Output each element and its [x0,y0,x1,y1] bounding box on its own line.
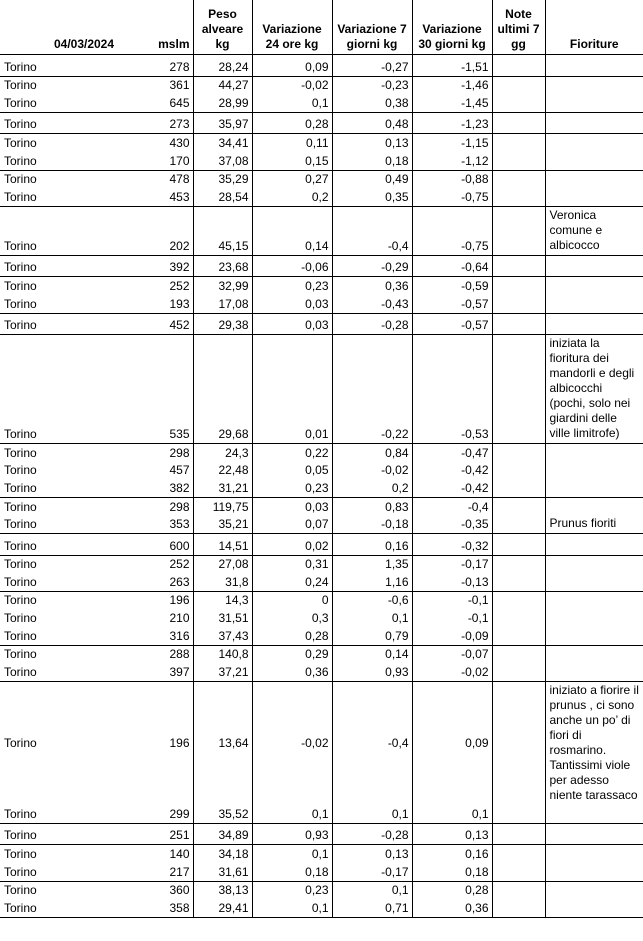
mslm-cell[interactable]: 210 [150,609,193,627]
mslm-cell[interactable]: 170 [150,152,193,170]
mslm-cell[interactable]: 397 [150,663,193,681]
header-var24[interactable]: Variazione 24 ore kg [252,0,332,55]
city-cell[interactable]: Torino [0,112,150,134]
peso-cell[interactable]: 44,27 [193,76,252,94]
var30-cell[interactable]: 0,09 [412,681,492,752]
city-cell[interactable]: Torino [0,94,150,112]
city-cell[interactable]: Torino [4,499,37,514]
fioriture-cell[interactable] [545,881,643,917]
var7-cell[interactable]: -0,4 [332,206,412,255]
mslm-cell[interactable]: 361 [150,76,193,94]
var30-cell[interactable]: -0,32 [412,534,492,556]
var30-cell[interactable]: -1,51 [412,55,492,77]
city-cell[interactable]: Torino [4,172,37,187]
city-cell[interactable]: Torino [0,627,150,645]
note-cell[interactable] [492,76,545,112]
city-cell[interactable]: Torino [0,479,150,497]
city-cell[interactable]: Torino [0,823,150,845]
var7-cell[interactable]: -0,28 [332,313,412,335]
note-cell[interactable] [492,681,545,823]
mslm-cell[interactable]: 217 [150,863,193,881]
fioriture-cell[interactable] [545,55,643,77]
var7-cell[interactable]: 0,79 [332,627,412,645]
note-cell[interactable] [492,444,545,498]
mslm-cell[interactable]: 430 [150,134,193,152]
var7-cell[interactable]: 0,13 [332,134,412,152]
mslm-cell[interactable]: 535 [150,335,193,444]
mslm-cell[interactable]: 299 [150,752,193,823]
city-cell[interactable]: Torino [0,55,150,77]
var30-cell[interactable]: 0,16 [412,845,492,863]
table-row [0,335,643,444]
var30-cell[interactable]: -0,47 [412,444,492,462]
mslm-cell[interactable]: 140 [150,845,193,863]
var7-cell[interactable]: 0,38 [332,94,412,112]
mslm-cell[interactable]: 600 [150,534,193,556]
city-cell[interactable]: Torino [4,883,37,898]
var30-cell[interactable]: -0,35 [412,516,492,534]
var24-cell[interactable]: 0,11 [252,134,332,152]
fioriture-cell[interactable] [545,555,643,591]
city-cell[interactable]: Torino [4,647,37,662]
var7-cell[interactable]: -0,18 [332,516,412,534]
mslm-cell[interactable]: 478 [150,170,193,188]
peso-cell[interactable]: 140,8 [193,645,252,663]
city-cell[interactable]: Torino [0,534,150,556]
note-cell[interactable] [492,534,545,556]
table-row [0,277,643,295]
var30-cell[interactable]: -0,57 [412,313,492,335]
var7-cell[interactable]: 0,1 [332,881,412,899]
mslm-cell[interactable]: 316 [150,627,193,645]
peso-cell[interactable]: 29,41 [193,899,252,917]
var24-cell[interactable]: -0,02 [252,681,332,752]
city-cell[interactable]: Torino [0,516,150,534]
var24-cell[interactable]: 0,28 [252,627,332,645]
table-row [0,206,643,255]
mslm-cell[interactable]: 392 [150,255,193,277]
var24-cell[interactable]: 0,15 [252,152,332,170]
peso-cell[interactable]: 35,21 [193,516,252,534]
table-row [0,881,643,899]
var7-cell[interactable]: -0,28 [332,823,412,845]
city-cell[interactable]: Torino [0,335,150,444]
var7-cell[interactable]: 0,13 [332,845,412,863]
var30-cell[interactable]: -0,59 [412,277,492,295]
mslm-cell[interactable]: 273 [150,112,193,134]
var24-cell[interactable]: 0,29 [252,645,332,663]
mslm-cell[interactable]: 298 [150,497,193,515]
var24-cell[interactable]: 0,36 [252,663,332,681]
table-row [0,112,643,134]
var7-cell[interactable]: 0,36 [332,277,412,295]
var7-cell[interactable]: 0,18 [332,152,412,170]
peso-cell[interactable]: 31,8 [193,573,252,591]
city-cell[interactable]: Torino [0,188,150,206]
note-cell[interactable] [492,55,545,77]
peso-cell[interactable]: 23,68 [193,255,252,277]
city-cell[interactable]: Torino [0,863,150,881]
peso-cell[interactable]: 31,51 [193,609,252,627]
header-var7[interactable]: Variazione 7 giorni kg [332,0,412,55]
city-cell[interactable]: Torino [4,445,37,460]
note-cell[interactable] [492,823,545,845]
var30-cell[interactable]: -0,64 [412,255,492,277]
var24-cell[interactable]: 0,2 [252,188,332,206]
table-row [0,534,643,556]
var24-cell[interactable]: 0,93 [252,823,332,845]
city-cell[interactable]: Torino [0,313,150,335]
mslm-cell[interactable]: 251 [150,823,193,845]
fioriture-cell[interactable] [545,255,643,277]
var30-cell[interactable]: -0,1 [412,591,492,609]
var24-cell[interactable]: 0,31 [252,555,332,573]
header-row [0,0,643,55]
var30-cell[interactable]: -1,45 [412,94,492,112]
table-row [0,170,643,188]
fioriture-cell[interactable] [545,534,643,556]
var7-cell[interactable]: 1,16 [332,573,412,591]
var30-cell[interactable]: -1,23 [412,112,492,134]
var30-cell[interactable]: -0,57 [412,295,492,313]
var7-cell[interactable]: 0,93 [332,663,412,681]
fioriture-cell[interactable] [545,112,643,134]
fioriture-cell[interactable]: Veronica comune e albicocco [545,206,643,255]
var7-cell[interactable]: 0,84 [332,444,412,462]
var7-cell[interactable]: -0,4 [332,681,412,752]
fioriture-cell[interactable] [545,823,643,845]
fioriture-cell[interactable] [545,591,643,645]
var24-cell[interactable]: -0,06 [252,255,332,277]
var24-cell[interactable]: 0,27 [252,170,332,188]
header-fioriture[interactable]: Fioriture [545,0,643,55]
city-cell[interactable]: Torino [0,752,150,823]
var30-cell[interactable]: 0,18 [412,863,492,881]
city-cell[interactable]: Torino [0,255,150,277]
header-peso[interactable]: Peso alveare kg [193,0,252,55]
peso-cell[interactable]: 17,08 [193,295,252,313]
fioriture-cell[interactable] [545,845,643,881]
note-cell[interactable] [492,170,545,206]
city-cell[interactable]: Torino [4,135,37,150]
var30-cell[interactable]: -0,17 [412,555,492,573]
city-cell[interactable]: Torino [4,463,37,478]
var30-cell[interactable]: -0,1 [412,609,492,627]
table-row [0,444,643,462]
peso-cell[interactable]: 29,38 [193,313,252,335]
var24-cell[interactable]: 0,02 [252,534,332,556]
var24-cell[interactable]: 0,05 [252,462,332,480]
table-row [0,255,643,277]
var30-cell[interactable]: -0,42 [412,462,492,480]
city-cell[interactable]: Torino [4,278,37,293]
var24-cell[interactable]: 0,1 [252,94,332,112]
peso-cell[interactable]: 28,54 [193,188,252,206]
fioriture-cell[interactable] [545,313,643,335]
var30-cell[interactable]: 0,1 [412,752,492,823]
note-cell[interactable] [492,497,545,533]
mslm-cell[interactable]: 358 [150,899,193,917]
var30-cell[interactable]: 0,36 [412,899,492,917]
var30-cell[interactable]: -1,15 [412,134,492,152]
var24-cell[interactable]: 0,24 [252,573,332,591]
var7-cell[interactable]: -0,43 [332,295,412,313]
var30-cell[interactable]: -0,75 [412,206,492,255]
var24-cell[interactable]: 0,03 [252,497,332,515]
mslm-cell[interactable]: 193 [150,295,193,313]
header-mslm[interactable]: mslm [150,0,193,55]
peso-cell[interactable]: 29,68 [193,335,252,444]
city-cell[interactable]: Torino [4,78,37,93]
note-cell[interactable] [492,206,545,255]
var7-cell[interactable]: 0,1 [332,752,412,823]
mslm-cell[interactable]: 252 [150,555,193,573]
var7-cell[interactable]: -0,17 [332,863,412,881]
peso-cell[interactable]: 38,13 [193,881,252,899]
note-cell[interactable] [492,313,545,335]
var7-cell[interactable]: 0,71 [332,899,412,917]
mslm-cell[interactable]: 252 [150,277,193,295]
note-cell[interactable] [492,134,545,170]
mslm-cell[interactable]: 360 [150,881,193,899]
peso-cell[interactable]: 24,3 [193,444,252,462]
mslm-cell[interactable]: 298 [150,444,193,462]
note-cell[interactable] [492,591,545,645]
var24-cell[interactable]: 0,1 [252,752,332,823]
table-row [0,591,643,609]
table-row [0,845,643,863]
var30-cell[interactable]: 0,28 [412,881,492,899]
mslm-cell[interactable]: 452 [150,313,193,335]
var24-cell[interactable]: 0,03 [252,295,332,313]
peso-cell[interactable]: 37,21 [193,663,252,681]
var30-cell[interactable]: -0,42 [412,479,492,497]
var24-cell[interactable]: 0,28 [252,112,332,134]
peso-cell[interactable]: 31,61 [193,863,252,881]
peso-cell[interactable]: 27,08 [193,555,252,573]
peso-cell[interactable]: 35,52 [193,752,252,823]
var30-cell[interactable]: -0,13 [412,573,492,591]
fioriture-cell[interactable] [545,134,643,170]
var7-cell[interactable]: 0,35 [332,188,412,206]
peso-cell[interactable]: 37,08 [193,152,252,170]
city-cell[interactable]: Torino [0,295,150,313]
peso-cell[interactable]: 32,99 [193,277,252,295]
city-cell[interactable]: Torino [0,899,150,917]
mslm-cell[interactable]: 196 [150,681,193,752]
var7-cell[interactable]: -0,29 [332,255,412,277]
var24-cell[interactable]: 0,01 [252,335,332,444]
var30-cell[interactable]: -0,88 [412,170,492,188]
var24-cell[interactable]: 0,23 [252,881,332,899]
peso-cell[interactable]: 31,21 [193,479,252,497]
var7-cell[interactable]: 0,14 [332,645,412,663]
var7-cell[interactable]: -0,27 [332,55,412,77]
header-note[interactable]: Note ultimi 7 gg [492,0,545,55]
table-row [0,555,643,573]
mslm-cell[interactable]: 202 [150,206,193,255]
var24-cell[interactable]: 0,14 [252,206,332,255]
mslm-cell[interactable]: 288 [150,645,193,663]
fioriture-cell[interactable] [545,277,643,313]
var7-cell[interactable]: -0,02 [332,462,412,480]
table-row [0,134,643,152]
var24-cell[interactable]: 0,23 [252,277,332,295]
mslm-cell[interactable]: 382 [150,479,193,497]
peso-cell[interactable]: 22,48 [193,462,252,480]
table-row [0,823,643,845]
var30-cell[interactable]: -0,53 [412,335,492,444]
fioriture-cell[interactable]: iniziata la fioritura dei mandorli e degli albicocchi (pochi, solo nei giardini delle ville limitrofe) [545,335,643,444]
var24-cell[interactable]: 0,1 [252,899,332,917]
var24-cell[interactable]: 0,23 [252,479,332,497]
fioriture-cell[interactable]: Prunus fioriti [545,497,643,533]
var24-cell[interactable]: -0,02 [252,76,332,94]
city-cell[interactable]: Torino [4,611,37,626]
fioriture-cell[interactable] [545,444,643,498]
note-cell[interactable] [492,255,545,277]
var30-cell[interactable]: -0,75 [412,188,492,206]
note-cell[interactable] [492,845,545,881]
table-row [0,645,643,663]
mslm-cell[interactable]: 278 [150,55,193,77]
mslm-cell[interactable]: 453 [150,188,193,206]
var30-cell[interactable]: -0,09 [412,627,492,645]
mslm-cell[interactable]: 196 [150,591,193,609]
var30-cell[interactable]: 0,13 [412,823,492,845]
peso-cell[interactable]: 34,41 [193,134,252,152]
fioriture-cell[interactable] [545,170,643,206]
peso-cell[interactable]: 34,89 [193,823,252,845]
fioriture-cell[interactable]: iniziato a fiorire il prunus , ci sono anche un po’ di fiori di rosmarino. Tantissimi viole per adesso niente tarassaco [545,681,643,823]
note-cell[interactable] [492,335,545,444]
var7-cell[interactable]: 0,2 [332,479,412,497]
table-row [0,681,643,752]
var24-cell[interactable]: 0,3 [252,609,332,627]
peso-cell[interactable]: 34,18 [193,845,252,863]
peso-cell[interactable]: 35,97 [193,112,252,134]
var24-cell[interactable]: 0,1 [252,845,332,863]
fioriture-cell[interactable] [545,645,643,681]
var7-cell[interactable]: 0,83 [332,497,412,515]
city-cell[interactable]: Torino [4,847,37,862]
peso-cell[interactable]: 14,51 [193,534,252,556]
var7-cell[interactable]: -0,23 [332,76,412,94]
var30-cell[interactable]: -0,02 [412,663,492,681]
var7-cell[interactable]: 0,48 [332,112,412,134]
table-body [0,55,643,918]
var7-cell[interactable]: -0,22 [332,335,412,444]
table-row [0,76,643,94]
var30-cell[interactable]: -1,46 [412,76,492,94]
header-var30[interactable]: Variazione 30 giorni kg [412,0,492,55]
city-cell[interactable]: Torino [4,557,37,572]
header-date[interactable]: 04/03/2024 [0,0,150,55]
note-cell[interactable] [492,881,545,917]
var7-cell[interactable]: 0,1 [332,609,412,627]
note-cell[interactable] [492,112,545,134]
var24-cell[interactable]: 0,07 [252,516,332,534]
peso-cell[interactable]: 28,99 [193,94,252,112]
note-cell[interactable] [492,277,545,313]
var24-cell[interactable]: 0,03 [252,313,332,335]
var30-cell[interactable]: -0,07 [412,645,492,663]
peso-cell[interactable]: 14,3 [193,591,252,609]
mslm-cell[interactable]: 645 [150,94,193,112]
var24-cell[interactable]: 0 [252,591,332,609]
peso-cell[interactable]: 37,43 [193,627,252,645]
var30-cell[interactable]: -0,4 [412,497,492,515]
var24-cell[interactable]: 0,18 [252,863,332,881]
var7-cell[interactable]: -0,6 [332,591,412,609]
city-cell[interactable]: Torino [0,152,150,170]
city-cell[interactable]: Torino [0,573,150,591]
peso-cell[interactable]: 35,29 [193,170,252,188]
note-cell[interactable] [492,555,545,591]
peso-cell[interactable]: 119,75 [193,497,252,515]
mslm-cell[interactable]: 353 [150,516,193,534]
table-row [0,497,643,515]
peso-cell[interactable]: 45,15 [193,206,252,255]
mslm-cell[interactable]: 457 [150,462,193,480]
city-cell[interactable]: Torino [0,663,150,681]
var30-cell[interactable]: -1,12 [412,152,492,170]
peso-cell[interactable]: 13,64 [193,681,252,752]
city-cell[interactable]: Torino [4,593,37,608]
var24-cell[interactable]: 0,22 [252,444,332,462]
fioriture-cell[interactable] [545,76,643,112]
var7-cell[interactable]: 0,16 [332,534,412,556]
table-row [0,55,643,77]
var7-cell[interactable]: 0,49 [332,170,412,188]
mslm-cell[interactable]: 263 [150,573,193,591]
city-cell[interactable]: Torino [4,736,37,751]
var24-cell[interactable]: 0,09 [252,55,332,77]
table-row [0,313,643,335]
city-cell[interactable]: Torino [0,206,150,255]
note-cell[interactable] [492,645,545,681]
peso-cell[interactable]: 28,24 [193,55,252,77]
var7-cell[interactable]: 1,35 [332,555,412,573]
